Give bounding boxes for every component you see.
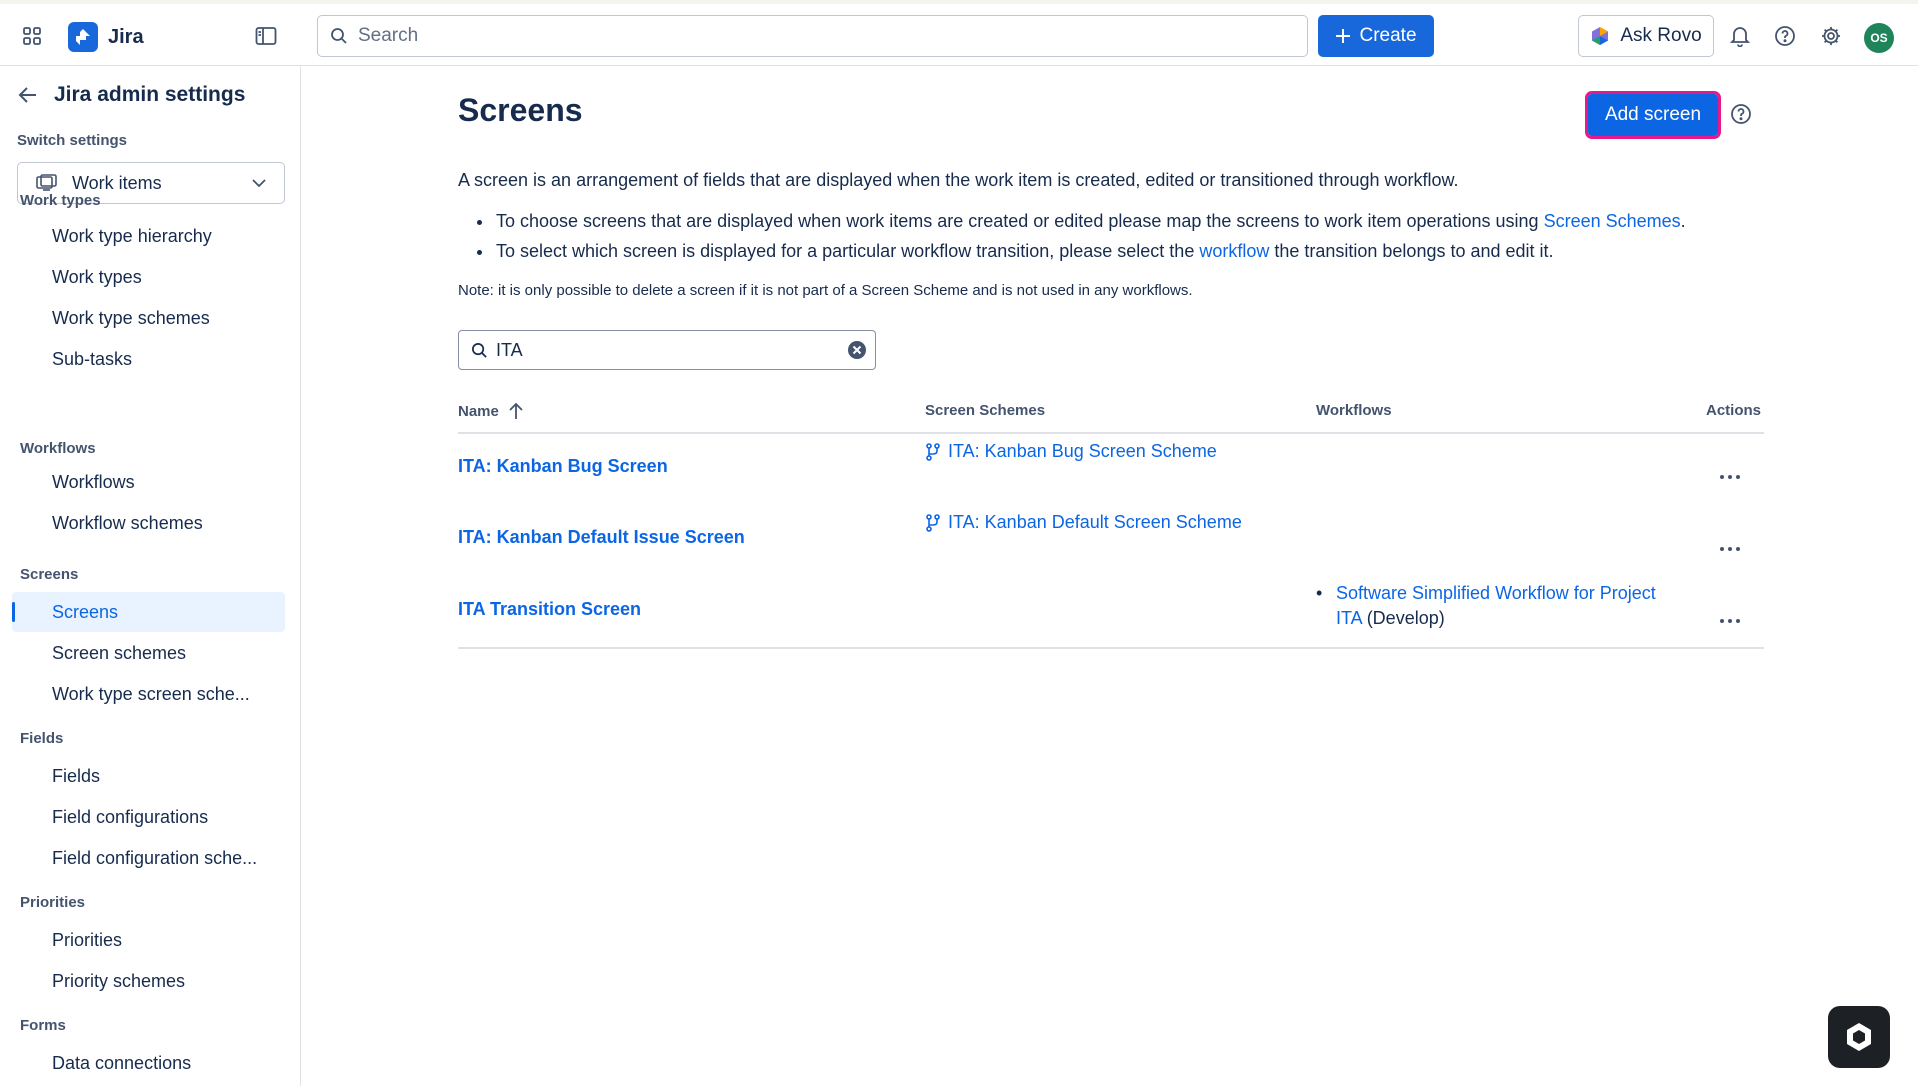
- bell-icon: [1730, 25, 1750, 47]
- create-label: Create: [1359, 25, 1417, 46]
- screen-scheme-link[interactable]: [926, 441, 1217, 462]
- scheme-icon: [926, 443, 940, 461]
- sidebar-title: Jira admin settings: [54, 83, 246, 106]
- section-fields: Fields: [20, 730, 64, 747]
- intro-text: A screen is an arrangement of fields that are displayed when the work item is created, edited or transitioned through workflow.: [458, 170, 1459, 190]
- rovo-chat-button[interactable]: [1828, 1006, 1890, 1068]
- sidebar-item-field-configurations[interactable]: Field configurations: [52, 806, 209, 827]
- screen-schemes-link[interactable]: Screen Schemes: [1543, 211, 1681, 231]
- sidebar-toggle-icon: [255, 26, 277, 46]
- top-navigation-bar: [0, 0, 1918, 66]
- sidebar-item-data-connections[interactable]: Data connections: [52, 1052, 192, 1073]
- app-switcher-button[interactable]: [14, 18, 50, 54]
- sidebar-item-field-configuration-schemes[interactable]: Field configuration sche...: [52, 847, 258, 868]
- settings-button[interactable]: [1813, 18, 1849, 54]
- global-search[interactable]: [317, 15, 1308, 57]
- sidebar-item-work-types[interactable]: Work types: [52, 266, 142, 287]
- switch-settings-label: Switch settings: [17, 132, 128, 149]
- add-screen-button[interactable]: Add screen: [1588, 94, 1718, 136]
- sidebar-item-fields[interactable]: Fields: [52, 765, 101, 786]
- bullet-end: .: [1680, 211, 1686, 231]
- search-input[interactable]: [358, 25, 1258, 47]
- filter-input[interactable]: [496, 340, 836, 361]
- grid-icon: [22, 26, 42, 46]
- sidebar-item-work-type-schemes[interactable]: Work type schemes: [52, 307, 210, 328]
- screen-scheme-link[interactable]: [926, 512, 1242, 533]
- bullet-text: To select which screen is displayed for a particular workflow transition, please select the: [496, 241, 1200, 261]
- sidebar-item-work-type-hierarchy[interactable]: Work type hierarchy: [52, 225, 212, 246]
- ask-rovo-button[interactable]: [1578, 15, 1714, 57]
- sidebar-item-screen-schemes[interactable]: Screen schemes: [52, 642, 187, 663]
- bullet-screen-schemes: [494, 206, 1804, 236]
- screen-name-link[interactable]: ITA Transition Screen: [458, 599, 642, 619]
- rovo-label: Ask Rovo: [1620, 25, 1702, 46]
- section-priorities: Priorities: [20, 894, 86, 911]
- gear-icon: [1820, 25, 1842, 47]
- workflow-project-link[interactable]: ITA: [1336, 608, 1362, 628]
- sidebar-item-screens[interactable]: Screens: [12, 592, 285, 632]
- sidebar-item-priorities[interactable]: Priorities: [52, 929, 123, 950]
- column-header-screen-schemes: Screen Schemes: [925, 402, 1046, 419]
- sidebar-item-workflow-schemes[interactable]: Workflow schemes: [52, 512, 203, 533]
- search-icon: [330, 27, 348, 45]
- workflow-entry: [1316, 581, 1696, 631]
- chevron-down-icon: [252, 179, 266, 188]
- scheme-label: ITA: Kanban Default Screen Scheme: [948, 512, 1242, 532]
- clear-icon[interactable]: [847, 340, 867, 360]
- more-actions-button[interactable]: [1712, 609, 1748, 633]
- table-header-divider: [458, 432, 1764, 434]
- page-help-button[interactable]: [1730, 103, 1752, 130]
- page-title: Screens: [458, 92, 583, 128]
- arrow-left-icon: [18, 86, 38, 104]
- user-avatar[interactable]: OS: [1864, 23, 1894, 53]
- scheme-label: ITA: Kanban Bug Screen Scheme: [948, 441, 1217, 461]
- help-button[interactable]: [1767, 18, 1803, 54]
- screen-name-link[interactable]: ITA: Kanban Default Issue Screen: [458, 527, 745, 547]
- workflow-link[interactable]: workflow: [1199, 241, 1270, 261]
- sidebar-item-workflows[interactable]: Workflows: [52, 471, 135, 492]
- bullet-text: To choose screens that are displayed when work items are created or edited please map the screens to work item operations using: [496, 211, 1544, 231]
- column-header-actions: Actions: [1706, 402, 1762, 419]
- bullet-workflow: [494, 236, 1804, 266]
- search-icon: [471, 342, 488, 359]
- collapse-sidebar-button[interactable]: [248, 18, 284, 54]
- admin-sidebar: [0, 66, 301, 1086]
- screen-name-link[interactable]: ITA: Kanban Bug Screen: [458, 456, 668, 476]
- help-icon: [1774, 25, 1796, 47]
- screen-filter[interactable]: [458, 330, 876, 370]
- sidebar-item-sub-tasks[interactable]: Sub-tasks: [52, 348, 133, 369]
- more-actions-button[interactable]: [1712, 537, 1748, 561]
- section-work-types: Work types: [20, 192, 101, 209]
- section-workflows: Workflows: [20, 440, 96, 457]
- workflow-name-link[interactable]: Software Simplified Workflow for Project: [1336, 583, 1656, 603]
- jira-logo[interactable]: [68, 22, 144, 52]
- section-screens: Screens: [20, 566, 79, 583]
- arrow-up-icon: [509, 402, 523, 420]
- column-header-name[interactable]: [458, 402, 523, 420]
- table-bottom-divider: [458, 647, 1764, 649]
- sidebar-item-work-type-screen-schemes[interactable]: Work type screen sche...: [52, 683, 250, 704]
- rovo-chat-icon: [1844, 1021, 1874, 1053]
- column-header-workflows: Workflows: [1316, 402, 1392, 419]
- workflow-status: (Develop): [1361, 608, 1445, 628]
- scheme-icon: [926, 514, 940, 532]
- work-items-icon: [36, 174, 58, 192]
- rovo-icon: [1590, 26, 1610, 46]
- sidebar-item-priority-schemes[interactable]: Priority schemes: [52, 970, 186, 991]
- more-actions-button[interactable]: [1712, 465, 1748, 489]
- workflow-list-item: [1316, 581, 1696, 631]
- help-icon: [1730, 103, 1752, 125]
- app-name: Jira: [108, 25, 144, 48]
- plus-icon: [1335, 28, 1351, 44]
- bullet-end: the transition belongs to and edit it.: [1269, 241, 1554, 261]
- bullet-dot: •: [1316, 583, 1323, 603]
- notifications-button[interactable]: [1722, 18, 1758, 54]
- switch-settings-value: Work items: [72, 172, 162, 193]
- info-bullets: [494, 206, 1804, 266]
- column-name-label: Name: [458, 402, 499, 420]
- delete-note: Note: it is only possible to delete a screen if it is not part of a Screen Scheme and is not used in any workflows.: [458, 282, 1193, 299]
- back-to-admin[interactable]: [18, 83, 245, 107]
- section-forms: Forms: [20, 1017, 66, 1034]
- main-content: [302, 66, 1918, 1086]
- create-button[interactable]: [1318, 15, 1434, 57]
- jira-logo-icon: [68, 22, 98, 52]
